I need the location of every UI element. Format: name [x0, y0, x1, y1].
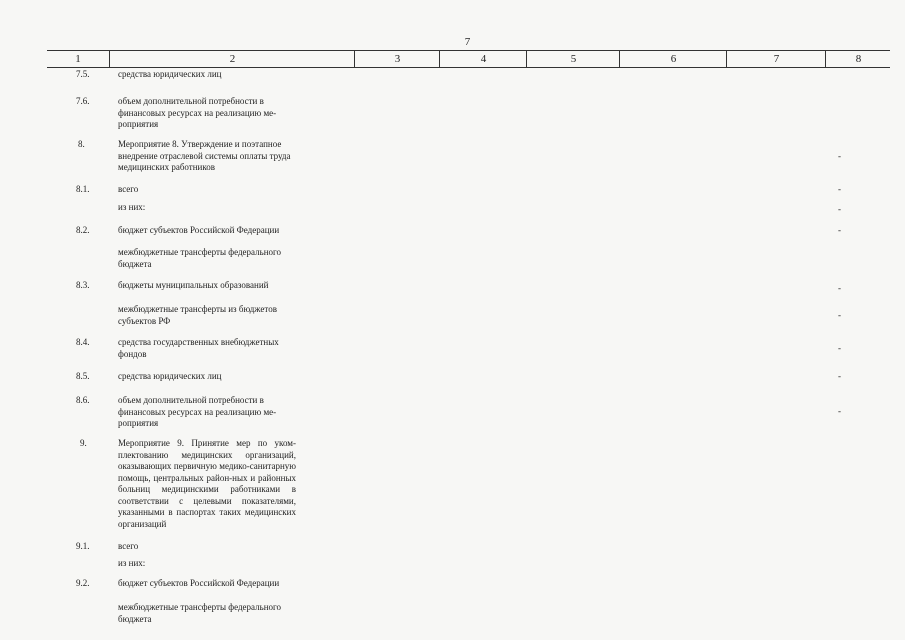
row-value-dash: -: [838, 343, 841, 353]
header-col-2: 2: [109, 51, 355, 67]
header-col-1: 1: [75, 53, 81, 65]
row-value-dash: -: [838, 151, 841, 161]
row-text: из них:: [118, 558, 146, 568]
row-number: 9.1.: [76, 541, 90, 551]
row-number: 9.: [80, 438, 87, 448]
row-text: межбюджетные трансферты федерального бюджета: [118, 602, 281, 624]
header-col-8: 8: [825, 51, 891, 67]
row-number: 8.: [78, 139, 85, 149]
header-col-7: 7: [726, 51, 826, 67]
row-text: Мероприятие 9. Принятие мер по уком-плектованию медицинских организаций, оказывающих первичную медико-санитарную помощь, центральных район-ных и районных больниц медицинскими работниками в соответствии с целевыми показателями, указанными в паспортах таких медицинских организаций: [118, 438, 296, 529]
row-text: всего: [118, 541, 139, 551]
table-header: [47, 50, 890, 68]
row-value-dash: -: [838, 406, 841, 416]
row-number: 8.3.: [76, 280, 90, 290]
header-col-6: 6: [619, 51, 727, 67]
row-value-dash: -: [838, 371, 841, 381]
row-value-dash: -: [838, 204, 841, 214]
row-number: 7.5.: [76, 69, 90, 79]
row-value-dash: -: [838, 283, 841, 293]
row-text: межбюджетные трансферты из бюджетов субъектов РФ: [118, 304, 277, 326]
header-col-3: 3: [354, 51, 440, 67]
row-value-dash: -: [838, 225, 841, 235]
header-col-4: 4: [439, 51, 527, 67]
row-value-dash: -: [838, 184, 841, 194]
row-value-dash: -: [838, 310, 841, 320]
row-text: из них:: [118, 202, 146, 212]
header-col-5: 5: [526, 51, 620, 67]
row-text: бюджеты муниципальных образований: [118, 280, 269, 290]
row-text: бюджет субъектов Российской Федерации: [118, 578, 280, 588]
row-text: бюджет субъектов Российской Федерации: [118, 225, 280, 235]
row-number: 8.6.: [76, 395, 90, 405]
row-number: 8.1.: [76, 184, 90, 194]
row-number: 8.4.: [76, 337, 90, 347]
page-number: 7: [464, 36, 471, 48]
row-number: 7.6.: [76, 96, 90, 106]
row-text: всего: [118, 184, 139, 194]
row-text: объем дополнительной потребности в финансовых ресурсах на реализацию ме-роприятия: [118, 96, 277, 129]
row-text: объем дополнительной потребности в финансовых ресурсах на реализацию ме-роприятия: [118, 395, 277, 428]
row-text: средства юридических лиц: [118, 69, 222, 79]
row-text: средства государственных внебюджетных фондов: [118, 337, 279, 359]
row-text: Мероприятие 8. Утверждение и поэтапное внедрение отраслевой системы оплаты труда медицинских работников: [118, 139, 291, 172]
row-number: 9.2.: [76, 578, 90, 588]
row-text: средства юридических лиц: [118, 371, 222, 381]
row-number: 8.2.: [76, 225, 90, 235]
row-text: межбюджетные трансферты федерального бюджета: [118, 247, 281, 269]
row-number: 8.5.: [76, 371, 90, 381]
